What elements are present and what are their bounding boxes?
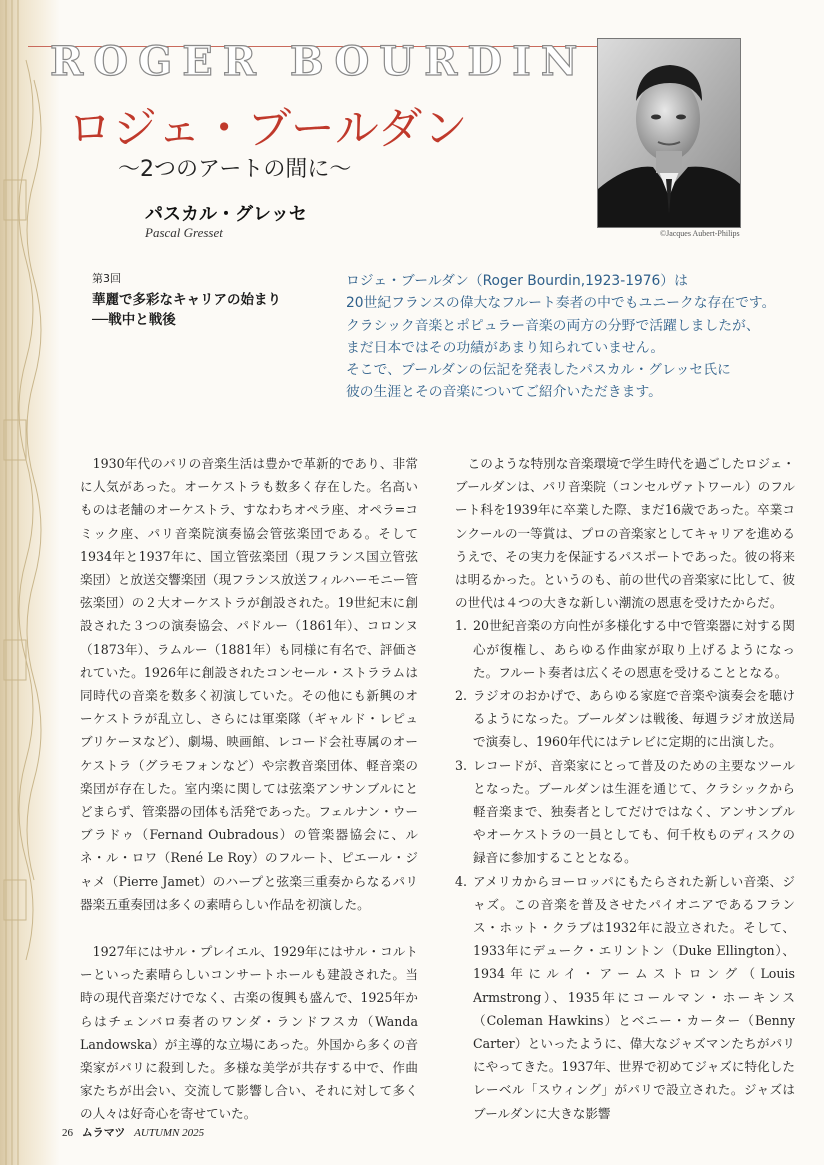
- body-paragraph: 1930年代のパリの音楽生活は豊かで革新的であり、非常に人気があった。オーケストラも数多く存在した。名高いものは老舗のオーケストラ、すなわちオペラ座、オペラ=コミック座、パリ音楽院演奏協会管弦楽団である。そして1934年と1937年に、国立管弦楽団（現フランス国立管弦楽団）と放送交響楽団（現フランス放送フィルハーモニー管弦楽団）の２大オーケストラが創設された。19世紀末に創設された３つの演奏協会、パドルー（1861年）、コロンヌ（1873年）、ラムルー（1881年）も同様に有名で、評価されていた。1926年に創設されたコンセール・ストララムは同時代の音楽を数多く初演していた。その他にも新興のオーケストラが乱立し、さらには軍楽隊（ギャルド・レピュブリケーヌなど）、劇場、映画館、レコード会社専属のオーケストラ（グラモフォンなど）や宗教音楽団体、軽音楽の楽団が存在した。室内楽に関しては弦楽アンサンブルにとどまらず、管楽器の団体も活発であった。フェルナン・ウーブラドゥ（Fernand Oubradous）の管楽器協会に、ルネ・ル・ロワ（René Le Roy）のフルート、ピエール・ジャメ（Pierre Jamet）のハープと弦楽三重奏からなるパリ器楽五重奏団は多くの素晴らしい作品を初演した。: [80, 456, 418, 912]
- page-footer: [62, 1124, 210, 1140]
- list-item-text: アメリカからヨーロッパにもたらされた新しい音楽、ジャズ。この音楽を普及させたパイオニアであるフランス・ホット・クラブは1932年に設立された。そして、1933年にデューク・エリントン（Duke Ellington）、1934年にルイ・アームストロング（Louis Armstrong）、1935年にコールマン・ホーキンス（Coleman Hawkins）とベニー・カーター（Benny Carter）といったように、偉大なジャズマンたちがパリにやってきた。1937年、世界で初めてジャズに特化したレーベル「スウィング」がパリで設立された。ジャズはブールダンに大きな影響: [473, 873, 795, 1121]
- portrait-photo: [597, 38, 741, 228]
- series-number: 第3回: [92, 272, 121, 285]
- series-subheading: ──戦中と戦後: [92, 312, 176, 328]
- page-subtitle: ～2つのアートの間に～: [118, 157, 352, 182]
- series-heading: 華麗で多彩なキャリアの始まり: [92, 292, 281, 308]
- list-item-number: 3.: [455, 757, 468, 773]
- body-column-left: [80, 452, 418, 1150]
- list-item-text: 20世紀音楽の方向性が多様化する中で管楽器に対する関心が復権し、あらゆる作曲家が取り上げるようになった。フルート奏者は広くその恩恵を受けることとなる。: [473, 618, 795, 680]
- list-item: [455, 754, 795, 870]
- list-item: [455, 870, 795, 1125]
- list-item-number: 1.: [455, 618, 468, 634]
- lead-line: そこで、ブールダンの伝記を発表したパスカル・グレッセ氏に: [346, 362, 731, 379]
- list-item-text: レコードが、音楽家にとって普及のための主要なツールとなった。ブールダンは生涯を通じて、クラシックから軽音楽まで、独奏者としてだけではなく、アンサンブルやオーケストラの一員としても、何千枚ものディスクの録音に参加することとなる。: [473, 757, 795, 866]
- list-item-number: 4.: [455, 873, 468, 889]
- lead-line: ロジェ・ブールダン（Roger Bourdin,1923-1976）は: [346, 273, 688, 289]
- series-label: [92, 270, 322, 330]
- lead-line: 彼の生涯とその音楽についてご紹介いただきます。: [346, 384, 662, 401]
- body-column-right: [455, 452, 795, 1125]
- body-paragraph: 1927年にはサル・プレイエル、1929年にはサル・コルトーといった素晴らしいコンサートホールも建設された。当時の現代音楽だけでなく、古楽の復興も盛んで、1925年からはチェンバロ奏者のワンダ・ランドフスカ（Wanda Landowska）が主導的な立場にあった。外国から多くの音楽家がパリに殺到した。多様な美学が共存する中で、作曲家たちが出会い、交流して影響し合い、それに対して多くの人々は好奇心を寄せていた。: [80, 944, 418, 1122]
- lead-line: 20世紀フランスの偉大なフルート奏者の中でもユニークな存在です。: [346, 295, 776, 312]
- numbered-list: [455, 614, 795, 1124]
- author-name-en: Pascal Gresset: [145, 225, 223, 240]
- portrait-icon: [598, 39, 740, 227]
- art-deco-ornament-icon: [0, 0, 60, 1165]
- issue-season: AUTUMN 2025: [134, 1127, 205, 1139]
- page-number: 26: [62, 1127, 73, 1139]
- page-title: ロジェ・ブールダン: [68, 103, 469, 154]
- photo-credit: ©Jacques Aubert-Philips: [660, 229, 740, 238]
- lead-line: クラシック音楽とポピュラー音楽の両方の分野で活躍しましたが、: [346, 317, 760, 334]
- body-paragraph: このような特別な音楽環境で学生時代を過ごしたロジェ・ブールダンは、パリ音楽院（コンセルヴァトワール）のフルート科を1939年に卒業した際、まだ16歳であった。卒業コンクールの一等賞は、プロの音楽家としてキャリアを進めるうえで、その実力を保証するパスポートであった。彼の将来は明るかった。というのも、前の世代の音楽家に比して、彼の世代は４つの大きな新しい潮流の恩恵を受けたからだ。: [455, 456, 795, 611]
- list-item: [455, 614, 795, 684]
- author-name-jp: パスカル・グレッセ: [145, 204, 307, 225]
- list-item-text: ラジオのおかげで、あらゆる家庭で音楽や演奏会を聴けるようになった。ブールダンは戦後、毎週ラジオ放送局で演奏し、1960年代にはテレビに定期的に出演した。: [473, 688, 795, 750]
- list-item-number: 2.: [455, 688, 468, 704]
- lead-paragraph: [346, 270, 776, 404]
- list-item: [455, 684, 795, 754]
- name-banner: ROGER BOURDIN: [50, 38, 588, 85]
- publication-name: ムラマツ: [81, 1126, 126, 1139]
- lead-line: まだ日本ではその功績があまり知られていません。: [346, 339, 665, 356]
